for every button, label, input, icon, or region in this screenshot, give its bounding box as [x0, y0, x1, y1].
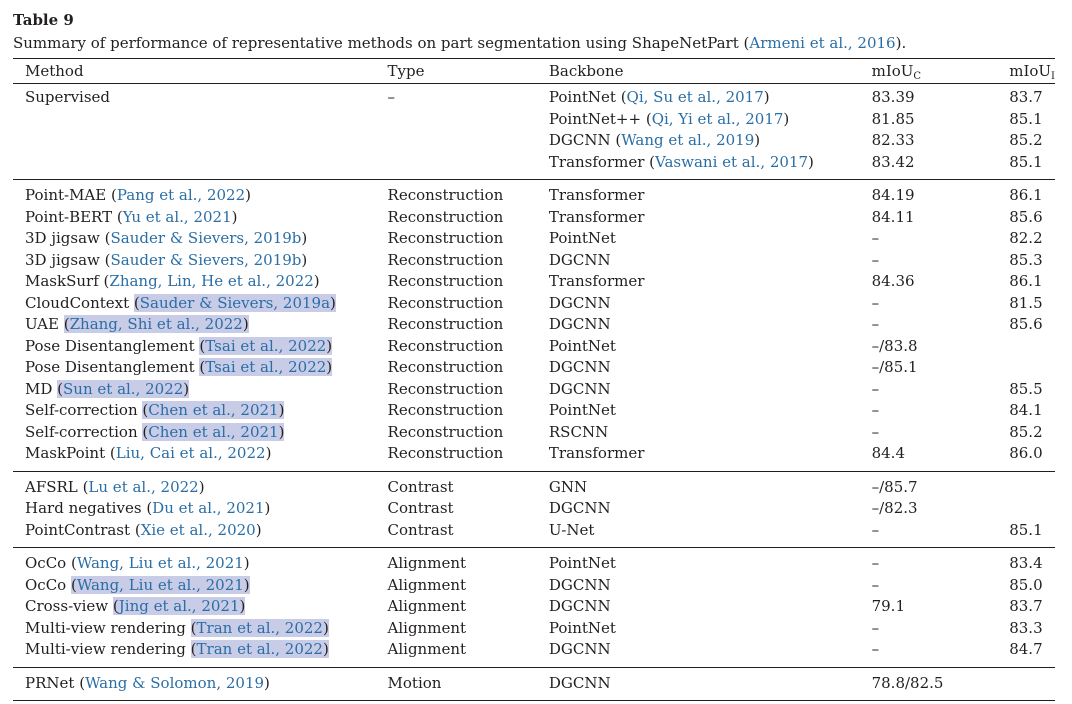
- cell-miou-i: 85.1: [1009, 520, 1043, 539]
- table-row: [13, 84, 1055, 109]
- citation-link[interactable]: Xie et al., 2020: [140, 520, 256, 539]
- cell-method: [13, 575, 376, 597]
- method-name: AFSRL: [25, 477, 78, 496]
- cell-type: Reconstruction: [387, 379, 504, 398]
- caption-text: Summary of performance of representative methods on part segmentation using ShapeNetPart (: [13, 34, 750, 52]
- cell-miou-c: –: [871, 293, 880, 312]
- backbone-name: DGCNN: [548, 499, 611, 517]
- citation-link[interactable]: Wang & Solomon, 2019: [85, 673, 265, 692]
- citation-link[interactable]: Sauder & Sievers, 2019b: [110, 229, 302, 247]
- cell-miou-i: [997, 667, 1055, 701]
- citation-link[interactable]: Yu et al., 2021: [122, 207, 232, 226]
- backbone-name: DGCNN: [548, 673, 611, 692]
- method-citation: (Liu, Cai et al., 2022): [109, 444, 272, 462]
- method-name: Point-MAE: [25, 186, 107, 204]
- cell-backbone: [537, 400, 860, 422]
- cell-method: [13, 228, 376, 250]
- header-miou-c: [860, 59, 998, 84]
- cell-miou-c: 84.11: [871, 207, 915, 226]
- table-row: [13, 443, 1055, 471]
- cell-backbone: DGCNN (Wang et al., 2019): [548, 131, 761, 149]
- table-group: [13, 667, 1055, 701]
- backbone-name: PointNet++: [548, 109, 642, 128]
- method-citation: (Tsai et al., 2022): [199, 336, 333, 355]
- backbone-name: PointNet: [548, 401, 616, 419]
- table-row: [13, 207, 1055, 229]
- cell-method: [13, 422, 376, 444]
- cell-type: Reconstruction: [387, 293, 504, 312]
- cell-type: Contrast: [387, 477, 454, 496]
- method-name: 3D jigsaw: [25, 229, 100, 247]
- cell-type: Reconstruction: [387, 401, 504, 419]
- cell-type: Contrast: [387, 499, 454, 517]
- method-citation: (Du et al., 2021): [146, 499, 271, 517]
- cell-method: [13, 130, 376, 152]
- citation-link[interactable]: Wang, Liu et al., 2021: [76, 575, 244, 594]
- cell-method: [13, 271, 376, 293]
- citation-link[interactable]: Zhang, Shi et al., 2022: [69, 315, 243, 333]
- citation-link[interactable]: Chen et al., 2021: [148, 422, 279, 441]
- method-citation: (Xie et al., 2020): [134, 520, 262, 539]
- method-name: Pose Disentanglement: [25, 358, 195, 376]
- method-name: Pose Disentanglement: [25, 336, 195, 355]
- cell-type: –: [387, 88, 396, 106]
- cell-miou-c: –: [871, 250, 880, 269]
- cell-method: [13, 639, 376, 667]
- cell-method: [13, 520, 376, 548]
- cell-method: [13, 180, 376, 207]
- citation-link[interactable]: Wang, Liu et al., 2021: [76, 554, 244, 572]
- backbone-name: Transformer: [548, 152, 645, 171]
- method-name: Hard negatives: [25, 499, 142, 517]
- cell-type: [376, 130, 537, 152]
- citation-link[interactable]: Chen et al., 2021: [148, 401, 279, 419]
- cell-miou-i: 85.5: [1009, 379, 1043, 398]
- cell-backbone: [537, 575, 860, 597]
- method-citation: (Sauder & Sievers, 2019b): [104, 250, 308, 269]
- method-citation: (Tran et al., 2022): [190, 640, 329, 658]
- backbone-name: DGCNN: [548, 315, 611, 333]
- cell-miou-i: [997, 471, 1055, 498]
- cell-miou-i: 84.1: [1009, 401, 1043, 419]
- cell-type: Reconstruction: [387, 315, 504, 333]
- cell-miou-c: 84.36: [871, 272, 915, 290]
- caption-citation-link[interactable]: Armeni et al., 2016: [749, 34, 896, 52]
- table-row: [13, 109, 1055, 131]
- method-name: OcCo: [25, 554, 67, 572]
- cell-backbone: [537, 228, 860, 250]
- cell-miou-c: –/82.3: [871, 499, 918, 517]
- cell-backbone: [537, 422, 860, 444]
- cell-backbone: [537, 667, 860, 701]
- method-name: Self-correction: [25, 422, 138, 441]
- header-miou-i: [997, 59, 1055, 84]
- method-citation: (Chen et al., 2021): [142, 401, 285, 419]
- table-row: [13, 130, 1055, 152]
- cell-miou-c: 82.33: [871, 131, 915, 149]
- header-backbone: Backbone: [548, 62, 624, 80]
- method-name: PRNet: [25, 673, 75, 692]
- header-miou-i-text: mIoU: [1009, 62, 1052, 80]
- method-name: 3D jigsaw: [25, 250, 100, 269]
- backbone-name: DGCNN: [548, 131, 611, 149]
- cell-type: Reconstruction: [387, 358, 504, 376]
- table-row: [13, 422, 1055, 444]
- cell-method: [13, 357, 376, 379]
- cell-method: [13, 471, 376, 498]
- citation-link[interactable]: Tsai et al., 2022: [205, 336, 327, 355]
- cell-miou-i: 85.2: [1009, 422, 1043, 441]
- cell-miou-i: 83.7: [1009, 597, 1043, 615]
- method-name: CloudContext: [25, 293, 130, 312]
- cell-method: [13, 618, 376, 640]
- cell-miou-c: 84.4: [871, 444, 905, 462]
- method-citation: (Zhang, Shi et al., 2022): [63, 315, 249, 333]
- citation-link[interactable]: Pang et al., 2022: [116, 186, 246, 204]
- cell-miou-i: 83.3: [1009, 618, 1043, 637]
- citation-link[interactable]: Tsai et al., 2022: [205, 358, 327, 376]
- cell-method: [13, 314, 376, 336]
- method-citation: (Tsai et al., 2022): [199, 358, 333, 376]
- cell-backbone: Transformer (Vaswani et al., 2017): [548, 152, 814, 171]
- citation-link[interactable]: Lu et al., 2022: [88, 477, 199, 496]
- cell-miou-c: –: [871, 401, 880, 419]
- method-citation: (Wang, Liu et al., 2021): [71, 554, 250, 572]
- table-row: [13, 379, 1055, 401]
- cell-backbone: [537, 250, 860, 272]
- header-miou-c-sub: C: [913, 71, 922, 82]
- header-method: Method: [25, 62, 84, 80]
- cell-backbone: [537, 639, 860, 667]
- cell-backbone: [537, 520, 860, 548]
- cell-backbone: PointNet (Qi, Su et al., 2017): [548, 88, 770, 106]
- cell-miou-i: [997, 498, 1055, 520]
- cell-method: [13, 379, 376, 401]
- table-row: [13, 228, 1055, 250]
- method-citation: (Lu et al., 2022): [82, 477, 205, 496]
- backbone-name: Transformer: [548, 444, 645, 462]
- method-name: Self-correction: [25, 401, 138, 419]
- cell-backbone: [537, 314, 860, 336]
- backbone-name: DGCNN: [548, 358, 611, 376]
- cell-miou-c: –: [871, 315, 880, 333]
- method-name: PointContrast: [25, 520, 131, 539]
- method-citation: (Sauder & Sievers, 2019a): [133, 293, 336, 312]
- cell-backbone: [537, 207, 860, 229]
- cell-method: [13, 443, 376, 471]
- cell-miou-c: –: [871, 618, 880, 637]
- method-citation: (Pang et al., 2022): [111, 186, 252, 204]
- cell-type: [376, 109, 537, 131]
- table-row: [13, 250, 1055, 272]
- cell-type: Contrast: [387, 520, 454, 539]
- backbone-name: PointNet: [548, 229, 616, 247]
- cell-method: [13, 667, 376, 701]
- cell-miou-c: 79.1: [871, 597, 905, 615]
- backbone-name: DGCNN: [548, 575, 611, 594]
- cell-type: Reconstruction: [387, 186, 504, 204]
- method-name: Multi-view rendering: [25, 640, 186, 658]
- method-citation: (Wang, Liu et al., 2021): [71, 575, 250, 594]
- backbone-name: DGCNN: [548, 640, 611, 658]
- backbone-name: Transformer: [548, 272, 645, 290]
- cell-method: [13, 152, 376, 180]
- cell-method: [13, 293, 376, 315]
- cell-method: [13, 109, 376, 131]
- cell-type: Alignment: [387, 575, 467, 594]
- cell-type: Reconstruction: [387, 336, 504, 355]
- table-row: [13, 667, 1055, 701]
- citation-link[interactable]: Sauder & Sievers, 2019a: [139, 293, 331, 312]
- table-label: Table 9: [13, 11, 74, 29]
- cell-method: [13, 336, 376, 358]
- cell-backbone: [537, 293, 860, 315]
- cell-miou-c: 83.39: [871, 88, 915, 106]
- table-row: [13, 596, 1055, 618]
- cell-miou-i: 85.6: [1009, 315, 1043, 333]
- cell-type: Alignment: [387, 597, 467, 615]
- results-table: [13, 58, 1055, 701]
- cell-miou-c: –/83.8: [871, 336, 918, 355]
- citation-link[interactable]: Zhang, Lin, He et al., 2022: [109, 272, 314, 290]
- table-row: [13, 357, 1055, 379]
- cell-type: Reconstruction: [387, 207, 504, 226]
- header-row: [13, 59, 1055, 84]
- cell-miou-i: 83.7: [1009, 88, 1043, 106]
- backbone-name: DGCNN: [548, 379, 611, 398]
- cell-miou-i: 85.2: [1009, 131, 1043, 149]
- backbone-name: RSCNN: [548, 422, 609, 441]
- caption-text-end: ).: [895, 34, 907, 52]
- method-citation: (Yu et al., 2021): [116, 207, 238, 226]
- cell-backbone: [537, 471, 860, 498]
- table-row: [13, 639, 1055, 667]
- method-name: MaskPoint: [25, 444, 106, 462]
- table-row: [13, 152, 1055, 180]
- cell-miou-c: –: [871, 575, 880, 594]
- cell-backbone: [537, 618, 860, 640]
- cell-method: [13, 596, 376, 618]
- table-row: [13, 498, 1055, 520]
- cell-miou-i: 84.7: [1009, 640, 1043, 658]
- cell-method: [13, 207, 376, 229]
- cell-miou-i: 86.0: [1009, 444, 1043, 462]
- citation-link[interactable]: Liu, Cai et al., 2022: [115, 444, 266, 462]
- cell-miou-c: –: [871, 520, 880, 539]
- method-name: Point-BERT: [25, 207, 113, 226]
- table-row: [13, 336, 1055, 358]
- cell-backbone: [537, 498, 860, 520]
- cell-miou-c: –: [871, 640, 880, 658]
- cell-backbone: [537, 336, 860, 358]
- method-name: MD: [25, 379, 53, 398]
- cell-type: Motion: [387, 673, 442, 692]
- cell-backbone: [537, 443, 860, 471]
- citation-link[interactable]: Du et al., 2021: [152, 499, 265, 517]
- cell-method: [13, 400, 376, 422]
- cell-type: Reconstruction: [387, 229, 504, 247]
- cell-miou-c: –: [871, 379, 880, 398]
- method-citation: (Sun et al., 2022): [57, 379, 190, 398]
- method-citation: (Chen et al., 2021): [142, 422, 285, 441]
- header-type: Type: [387, 62, 425, 80]
- cell-type: Reconstruction: [387, 422, 504, 441]
- cell-miou-i: 81.5: [1009, 293, 1043, 312]
- method-name: MaskSurf: [25, 272, 99, 290]
- method-citation: (Zhang, Lin, He et al., 2022): [103, 272, 320, 290]
- cell-miou-i: 85.1: [1009, 109, 1043, 128]
- cell-miou-i: 82.2: [1009, 229, 1043, 247]
- cell-type: Alignment: [387, 640, 467, 658]
- backbone-name: DGCNN: [548, 250, 611, 269]
- table-row: [13, 520, 1055, 548]
- cell-miou-i: 85.3: [1009, 250, 1043, 269]
- cell-miou-c: 81.85: [871, 109, 915, 128]
- citation-link[interactable]: Tran et al., 2022: [196, 640, 323, 658]
- citation-link[interactable]: Sauder & Sievers, 2019b: [110, 250, 302, 269]
- citation-link[interactable]: Vaswani et al., 2017: [655, 152, 809, 171]
- method-citation: (Sauder & Sievers, 2019b): [104, 229, 308, 247]
- cell-miou-c: 84.19: [871, 186, 915, 204]
- cell-method: [13, 548, 376, 575]
- cell-backbone: [537, 379, 860, 401]
- cell-type: Alignment: [387, 554, 467, 572]
- backbone-name: PointNet: [548, 88, 616, 106]
- method-citation: (Jing et al., 2021): [112, 597, 246, 615]
- citation-link[interactable]: Jing et al., 2021: [118, 597, 240, 615]
- cell-miou-i: 85.6: [1009, 207, 1043, 226]
- table-row: [13, 314, 1055, 336]
- cell-miou-c: –/85.1: [871, 358, 918, 376]
- cell-miou-c: 78.8/82.5: [871, 673, 944, 692]
- cell-miou-c: –: [871, 554, 880, 572]
- table-group: [13, 84, 1055, 180]
- header-miou-i-sub: I: [1051, 71, 1055, 82]
- cell-type: Reconstruction: [387, 444, 504, 462]
- cell-backbone: [537, 548, 860, 575]
- cell-method: [13, 498, 376, 520]
- cell-backbone: PointNet++ (Qi, Yi et al., 2017): [548, 109, 790, 128]
- cell-type: Alignment: [387, 618, 467, 637]
- cell-miou-c: 83.42: [871, 152, 915, 171]
- cell-miou-i: 86.1: [1009, 272, 1043, 290]
- table-row: [13, 180, 1055, 207]
- backbone-name: GNN: [548, 477, 588, 496]
- cell-method: [13, 84, 376, 109]
- table-row: [13, 400, 1055, 422]
- header-miou-c-text: mIoU: [871, 62, 914, 80]
- cell-miou-i: [997, 336, 1055, 358]
- method-name: UAE: [25, 315, 59, 333]
- citation-link[interactable]: Sun et al., 2022: [63, 379, 184, 398]
- backbone-name: U-Net: [548, 520, 595, 539]
- citation-link[interactable]: Qi, Su et al., 2017: [626, 88, 764, 106]
- cell-type: Reconstruction: [387, 272, 504, 290]
- cell-miou-i: 85.1: [1009, 152, 1043, 171]
- method-name: OcCo: [25, 575, 67, 594]
- backbone-name: Transformer: [548, 186, 645, 204]
- table-row: [13, 575, 1055, 597]
- table-row: [13, 471, 1055, 498]
- cell-method: [13, 250, 376, 272]
- table-row: [13, 548, 1055, 575]
- cell-miou-i: 86.1: [1009, 186, 1043, 204]
- backbone-name: PointNet: [548, 336, 616, 355]
- cell-backbone: [537, 596, 860, 618]
- method-name: Cross-view: [25, 597, 109, 615]
- cell-miou-c: –: [871, 229, 880, 247]
- backbone-name: Transformer: [548, 207, 645, 226]
- citation-link[interactable]: Wang et al., 2019: [621, 131, 755, 149]
- citation-link[interactable]: Tran et al., 2022: [196, 618, 323, 637]
- table-group: [13, 548, 1055, 668]
- table-group: [13, 180, 1055, 472]
- backbone-name: PointNet: [548, 618, 616, 637]
- cell-backbone: [537, 271, 860, 293]
- cell-miou-i: [997, 357, 1055, 379]
- cell-miou-c: –: [871, 422, 880, 441]
- backbone-name: DGCNN: [548, 293, 611, 312]
- table-group: [13, 471, 1055, 548]
- cell-miou-i: 83.4: [1009, 554, 1043, 572]
- table-row: [13, 271, 1055, 293]
- method-name: Multi-view rendering: [25, 618, 186, 637]
- cell-backbone: [537, 357, 860, 379]
- method-citation: (Tran et al., 2022): [190, 618, 329, 637]
- cell-miou-i: 85.0: [1009, 575, 1043, 594]
- citation-link[interactable]: Qi, Yi et al., 2017: [651, 109, 784, 128]
- backbone-name: DGCNN: [548, 597, 611, 615]
- table-row: [13, 293, 1055, 315]
- cell-backbone: [537, 180, 860, 207]
- method-name: Supervised: [25, 88, 111, 106]
- cell-type: Reconstruction: [387, 250, 504, 269]
- method-citation: (Wang & Solomon, 2019): [79, 673, 270, 692]
- table-caption: [13, 34, 906, 52]
- cell-miou-c: –/85.7: [871, 477, 918, 496]
- cell-type: [376, 152, 537, 180]
- backbone-name: PointNet: [548, 554, 616, 572]
- table-row: [13, 618, 1055, 640]
